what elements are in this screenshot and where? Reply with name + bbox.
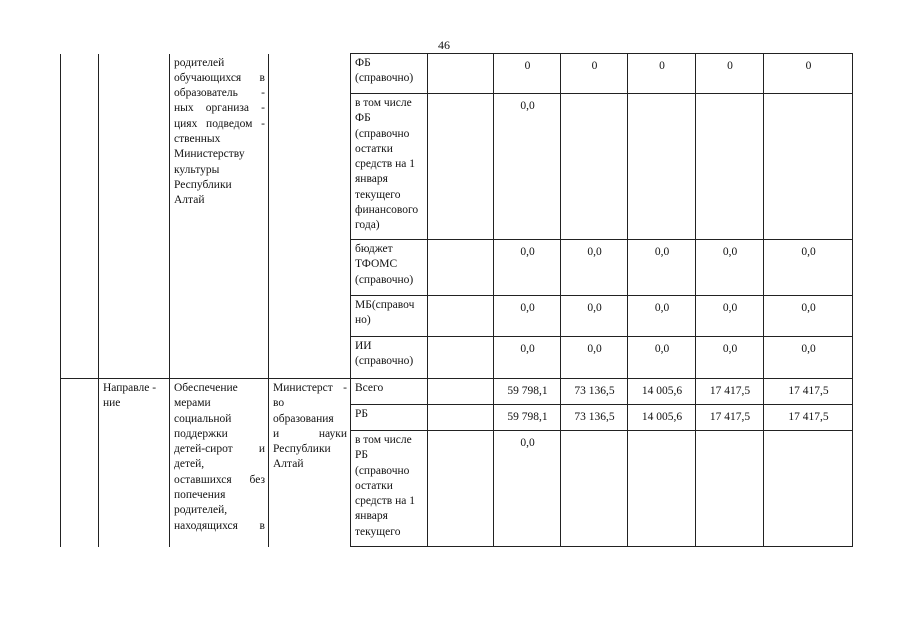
value-cell: 17 417,5 bbox=[764, 379, 853, 405]
executor-line: и науки bbox=[273, 427, 347, 440]
value-cell: 59 798,1 bbox=[494, 379, 561, 405]
source-label: в том числе РБ (справочно остатки средств на 1 января текущего bbox=[351, 431, 428, 547]
value-cell: 0,0 bbox=[628, 240, 696, 296]
value-cell: 0 bbox=[764, 54, 853, 94]
value-cell bbox=[696, 431, 764, 547]
description-line: находящихся в bbox=[174, 519, 265, 532]
table-cell-number bbox=[61, 54, 99, 379]
value-cell: 0,0 bbox=[764, 240, 853, 296]
value-cell: 0 bbox=[696, 54, 764, 94]
source-label: бюджет ТФОМС (справочно) bbox=[351, 240, 428, 296]
value-cell bbox=[764, 94, 853, 240]
description-line: Алтай bbox=[174, 194, 205, 207]
description-line: оставшихся без bbox=[174, 473, 265, 486]
table-cell-indicator bbox=[428, 296, 494, 337]
value-cell bbox=[764, 431, 853, 547]
value-cell: 0,0 bbox=[494, 240, 561, 296]
value-cell: 0,0 bbox=[494, 431, 561, 547]
executor-line: Министерст - bbox=[273, 382, 347, 394]
table-cell-description bbox=[170, 54, 269, 379]
description-line: детей, bbox=[174, 458, 205, 471]
value-cell: 0,0 bbox=[628, 337, 696, 379]
value-cell: 17 417,5 bbox=[764, 405, 853, 431]
table-cell-indicator bbox=[428, 54, 494, 94]
value-cell: 0,0 bbox=[696, 240, 764, 296]
executor-line: образования bbox=[273, 412, 334, 425]
source-label: ИИ (справочно) bbox=[351, 337, 428, 379]
description-line: образователь - bbox=[174, 87, 265, 100]
value-cell bbox=[628, 94, 696, 240]
description-line: попечения bbox=[174, 489, 226, 502]
description-line: Обеспечение bbox=[174, 382, 238, 394]
table-cell-indicator bbox=[428, 94, 494, 240]
executor-line: во bbox=[273, 397, 285, 410]
value-cell: 17 417,5 bbox=[696, 405, 764, 431]
description-line: детей-сирот и bbox=[174, 443, 265, 456]
value-cell: 0,0 bbox=[764, 337, 853, 379]
value-cell: 73 136,5 bbox=[561, 405, 628, 431]
table-cell-number bbox=[61, 379, 99, 547]
table-row bbox=[61, 54, 853, 94]
budget-table bbox=[60, 53, 853, 547]
value-cell: 0,0 bbox=[628, 296, 696, 337]
table-cell-indicator bbox=[428, 337, 494, 379]
source-label: ФБ (справочно) bbox=[351, 54, 428, 94]
table-cell-indicator bbox=[428, 240, 494, 296]
value-cell: 17 417,5 bbox=[696, 379, 764, 405]
description-line: родителей bbox=[174, 56, 225, 69]
value-cell: 0,0 bbox=[494, 296, 561, 337]
description-line: Министерству bbox=[174, 148, 245, 161]
value-cell bbox=[561, 94, 628, 240]
table-cell-indicator bbox=[428, 431, 494, 547]
table-cell-executor bbox=[269, 379, 351, 547]
description-line: социальной bbox=[174, 412, 232, 425]
table-cell-indicator bbox=[428, 379, 494, 405]
table-cell-type: Направле - ние bbox=[99, 379, 170, 547]
value-cell: 0 bbox=[561, 54, 628, 94]
description-line: Республики bbox=[174, 178, 232, 191]
table-cell-indicator bbox=[428, 405, 494, 431]
source-label: РБ bbox=[351, 405, 428, 431]
source-label: МБ(справоч но) bbox=[351, 296, 428, 337]
value-cell: 0,0 bbox=[494, 94, 561, 240]
description-line: культуры bbox=[174, 163, 220, 176]
description-line: циях подведом - bbox=[174, 117, 265, 130]
value-cell: 0,0 bbox=[494, 337, 561, 379]
description-line: родителей, bbox=[174, 504, 228, 517]
source-label: Всего bbox=[351, 379, 428, 405]
description-line: ных организа - bbox=[174, 102, 265, 115]
description-line: ственных bbox=[174, 132, 221, 145]
table-cell-executor bbox=[269, 54, 351, 379]
value-cell: 0,0 bbox=[561, 337, 628, 379]
value-cell: 0,0 bbox=[696, 296, 764, 337]
value-cell: 14 005,6 bbox=[628, 379, 696, 405]
value-cell bbox=[696, 94, 764, 240]
value-cell: 59 798,1 bbox=[494, 405, 561, 431]
description-line: мерами bbox=[174, 397, 211, 410]
table-cell-description bbox=[170, 379, 269, 547]
page-number: 46 bbox=[438, 38, 450, 52]
table-row bbox=[61, 379, 853, 405]
value-cell: 0 bbox=[494, 54, 561, 94]
value-cell: 0 bbox=[628, 54, 696, 94]
value-cell: 0,0 bbox=[764, 296, 853, 337]
value-cell: 0,0 bbox=[561, 240, 628, 296]
value-cell: 14 005,6 bbox=[628, 405, 696, 431]
description-line: обучающихся в bbox=[174, 71, 265, 84]
value-cell: 0,0 bbox=[696, 337, 764, 379]
table-cell-type bbox=[99, 54, 170, 379]
value-cell bbox=[628, 431, 696, 547]
value-cell: 73 136,5 bbox=[561, 379, 628, 405]
executor-line: Республики bbox=[273, 443, 331, 456]
value-cell bbox=[561, 431, 628, 547]
executor-line: Алтай bbox=[273, 458, 304, 471]
description-line: поддержки bbox=[174, 427, 228, 440]
value-cell: 0,0 bbox=[561, 296, 628, 337]
source-label: в том числе ФБ (справочно остатки средств на 1 января текущего финансового года) bbox=[351, 94, 428, 240]
